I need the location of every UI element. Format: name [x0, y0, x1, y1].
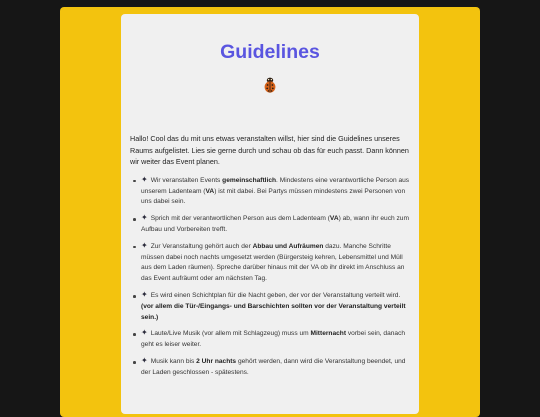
guideline-text: dazu. Manche Schritte müssen dabei noch nachts umgesetzt werden (Bürgersteig kehren, Lebensmittel und Müll aus dem Laden räumen). Spreche darüber hinaus mit der VA ob ihr direkt im Anschluss an das Event aufräumt oder am nächsten Tag.	[141, 242, 405, 283]
guideline-item	[130, 242, 410, 285]
guideline-emphasis: Abbau und Aufräumen	[252, 242, 324, 250]
guideline-text: Wir veranstalten Events	[150, 176, 223, 184]
sparkle-icon: ✦	[141, 289, 148, 299]
guideline-item	[130, 291, 410, 323]
guideline-emphasis: gemeinschaftlich	[222, 176, 277, 184]
guidelines-list	[130, 176, 410, 379]
sparkle-icon: ✦	[141, 174, 148, 184]
guideline-text: ) ist mit dabei. Bei Partys müssen mindestens zwei Personen von uns dabei sein.	[141, 187, 406, 206]
guideline-text: Es wird einen Schichtplan für die Nacht geben, der vor der Veranstaltung verteilt wird.	[150, 291, 401, 299]
intro-text: Hallo! Cool das du mit uns etwas veranstalten willst, hier sind die Guidelines unseres Raums aufgelistet. Lies sie gerne durch und schau ob das für euch passt. Dann können wir weiter das Event planen.	[130, 134, 409, 167]
guideline-emphasis: 2 Uhr nachts	[196, 357, 237, 365]
sparkle-icon: ✦	[141, 213, 148, 223]
guideline-text: Sprich mit der verantwortlichen Person aus dem Ladenteam (	[150, 215, 330, 223]
guideline-text: Laute/Live Musik (vor allem mit Schlagzeug) muss um	[150, 330, 311, 338]
guideline-emphasis: (vor allem die Tür-/Eingangs- und Barschichten sollten vor der Veranstaltung verteilt sein.)	[141, 302, 406, 321]
sparkle-icon: ✦	[141, 355, 148, 365]
guideline-text: vorbei sein, danach geht es leiser weiter.	[141, 330, 406, 349]
ladybug-icon	[263, 77, 277, 93]
guidelines-card	[121, 14, 419, 414]
sparkle-icon: ✦	[141, 328, 148, 338]
guideline-text: ) ab, wann ihr euch zum Aufbau und Vorbereiten trefft.	[141, 215, 409, 233]
guideline-text: Musik kann bis	[150, 357, 197, 365]
guideline-item	[130, 329, 410, 351]
guideline-text: Zur Veranstaltung gehört auch der	[150, 242, 253, 250]
guideline-emphasis: VA	[205, 187, 215, 195]
page-title: Guidelines	[220, 41, 320, 63]
guideline-emphasis: VA	[329, 215, 339, 223]
guideline-text: . Mindestens eine verantwortliche Person aus unserem Ladenteam (	[141, 176, 410, 195]
guideline-emphasis: Mitternacht	[310, 330, 347, 338]
sparkle-icon: ✦	[141, 240, 148, 250]
guideline-item	[130, 214, 410, 236]
guideline-item	[130, 357, 410, 379]
guideline-text: gehört werden, dann wird die Veranstaltung beendet, und der Laden geschlossen - spätestens.	[141, 357, 406, 376]
guideline-item	[130, 176, 410, 208]
